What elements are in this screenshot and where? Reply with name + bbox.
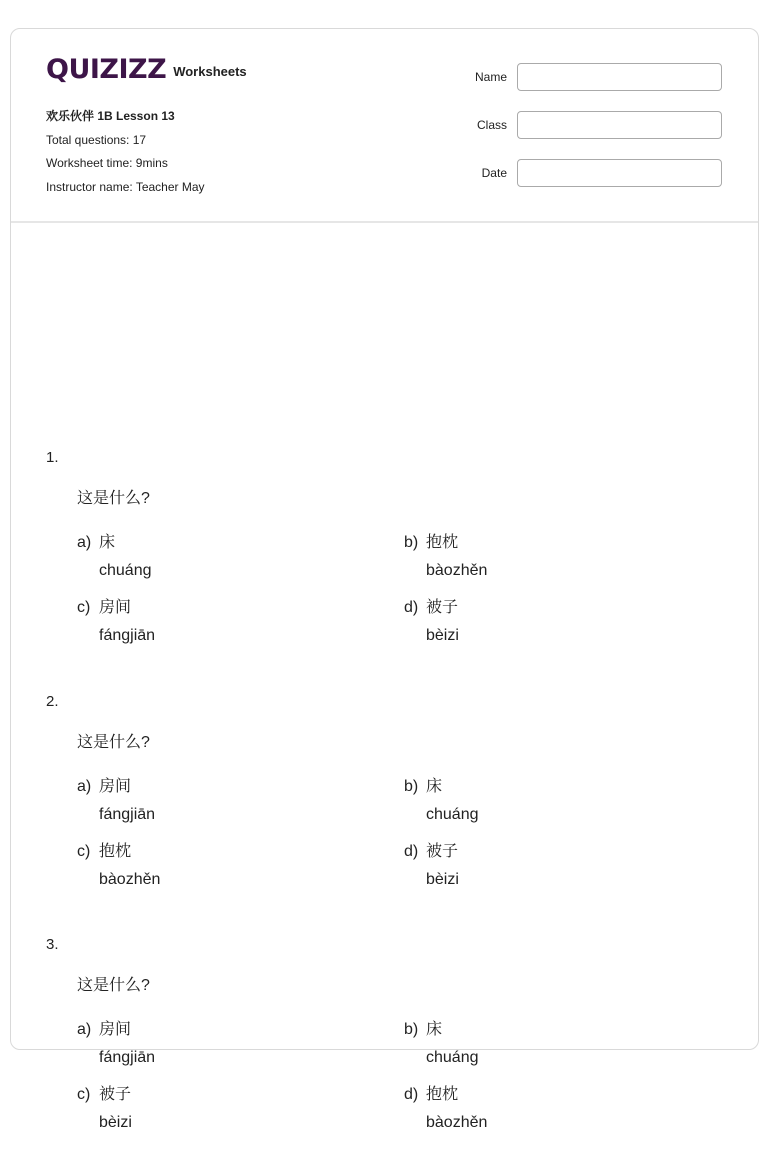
question-3 (11, 936, 758, 1166)
option-letter: b) (404, 778, 419, 795)
option-letter: b) (404, 1021, 419, 1038)
option-letter: a) (77, 1021, 92, 1038)
question-text: 这是什么? (77, 490, 150, 507)
date-field-row (475, 159, 722, 187)
logo-subtitle: Worksheets (173, 64, 247, 79)
option-pinyin: fángjiān (99, 627, 156, 644)
option-letter: b) (404, 534, 419, 551)
option-hanzi: 床 (426, 1021, 443, 1038)
question-number: 1. (46, 449, 59, 466)
option-hanzi: 房间 (99, 778, 132, 795)
option-letter: c) (77, 843, 91, 860)
worksheet-meta (46, 105, 205, 199)
logo (46, 55, 247, 85)
question-1 (11, 449, 758, 679)
class-input[interactable] (517, 111, 722, 139)
name-label: Name (474, 70, 507, 84)
class-field-row (475, 111, 722, 139)
option-pinyin: bàozhěn (426, 1114, 488, 1131)
option-pinyin: fángjiān (99, 1049, 156, 1066)
name-input[interactable] (517, 63, 722, 91)
worksheet-header (11, 29, 758, 223)
quizizz-logo: QUIZIZZ (46, 54, 167, 85)
option-pinyin: bèizi (426, 627, 459, 644)
option-pinyin: bàozhěn (99, 871, 161, 888)
option-hanzi: 床 (99, 534, 116, 551)
option-pinyin: chuáng (426, 806, 479, 823)
question-text: 这是什么? (77, 734, 150, 751)
total-questions: Total questions: 17 (46, 132, 147, 147)
option-hanzi: 被子 (426, 843, 459, 860)
option-hanzi: 抱枕 (99, 843, 132, 860)
option-letter: d) (404, 843, 419, 860)
option-letter: d) (404, 1086, 419, 1103)
option-hanzi: 抱枕 (426, 534, 459, 551)
worksheet-page (10, 28, 759, 1131)
name-field-row (475, 63, 722, 91)
option-hanzi: 房间 (99, 599, 132, 616)
option-pinyin: chuáng (99, 562, 152, 579)
worksheet-time: Worksheet time: 9mins (46, 156, 168, 170)
option-pinyin: fángjiān (99, 806, 156, 823)
instructor-name: Instructor name: Teacher May (46, 179, 205, 194)
option-hanzi: 被子 (426, 599, 459, 616)
question-2 (11, 693, 758, 923)
option-letter: a) (77, 778, 92, 795)
option-letter: d) (404, 599, 419, 616)
option-hanzi: 床 (426, 778, 443, 795)
worksheet-title: 欢乐伙伴 1B Lesson 13 (46, 109, 175, 123)
question-number: 2. (46, 693, 59, 710)
option-hanzi: 被子 (99, 1086, 132, 1103)
option-pinyin: chuáng (426, 1049, 479, 1066)
date-input[interactable] (517, 159, 722, 187)
option-letter: a) (77, 534, 92, 551)
date-label: Date (481, 166, 507, 180)
question-number: 3. (46, 936, 59, 953)
option-pinyin: bèizi (99, 1114, 132, 1131)
option-letter: c) (77, 1086, 91, 1103)
student-fields (475, 63, 722, 207)
option-pinyin: bàozhěn (426, 562, 488, 579)
option-hanzi: 房间 (99, 1021, 132, 1038)
question-text: 这是什么? (77, 977, 150, 994)
option-hanzi: 抱枕 (426, 1086, 459, 1103)
option-letter: c) (77, 599, 91, 616)
class-label: Class (476, 118, 507, 132)
option-pinyin: bèizi (426, 871, 459, 888)
